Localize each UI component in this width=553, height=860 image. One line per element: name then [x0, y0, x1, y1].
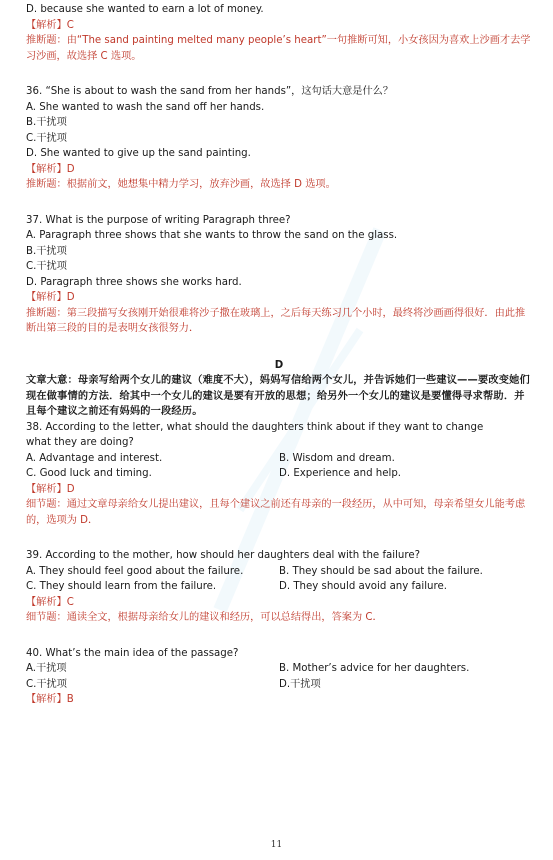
- options-row: [26, 677, 532, 693]
- analysis-label: 【解析】D: [26, 163, 75, 175]
- section-title: D: [274, 359, 284, 371]
- explanation: 推断题：第三段描写女孩刚开始很难将沙子撒在玻璃上，之后每天练习几个小时，最终将沙画画得很好．由此推断出第三段的目的是表明女孩很努力．: [26, 307, 526, 334]
- option-b: B. They should be sad about the failure.: [279, 565, 483, 577]
- option-b: B. Wisdom and dream.: [279, 452, 395, 464]
- analysis-label: 【解析】D: [26, 483, 75, 495]
- question-36: [26, 84, 532, 193]
- option-c: C.干扰项: [26, 132, 67, 144]
- option-d: D.干扰项: [279, 678, 321, 690]
- section-d: [26, 358, 532, 420]
- explanation: 推断题：根据前文，她想集中精力学习，放弃沙画，故选择 D 选项。: [26, 179, 336, 190]
- option-d: D. She wanted to give up the sand painting.: [26, 148, 251, 159]
- explanation: 推断题：由“The sand painting melted many people’s heart”一句推断可知，小女孩因为喜欢上沙画才去学习沙画，故选择 C 选项。: [26, 35, 531, 62]
- options-row: [26, 451, 532, 467]
- option-c: C. They should learn from the failure.: [26, 581, 217, 592]
- option-d: D. They should avoid any failure.: [279, 581, 447, 592]
- question-text: 40. What’s the main idea of the passage?: [26, 647, 239, 659]
- option-b: B.干扰项: [26, 117, 67, 128]
- question-40: [26, 646, 532, 708]
- analysis-label: 【解析】C: [26, 19, 74, 31]
- options-row: [26, 564, 532, 580]
- option-d: D. Experience and help.: [279, 468, 402, 479]
- question-38: [26, 420, 532, 529]
- option-a: A.干扰项: [26, 663, 67, 674]
- option-b: B. Mother’s advice for her daughters.: [279, 663, 470, 674]
- analysis-label: 【解析】C: [26, 596, 74, 608]
- page-number: 11: [270, 840, 283, 850]
- question-text-line2: what they are doing?: [26, 437, 134, 448]
- question-39: [26, 548, 532, 626]
- explanation: 细节题：通读全文，根据母亲给女儿的建议和经历，可以总结得出，答案为 C．: [26, 612, 383, 623]
- question-text-line1: 38. According to the letter, what should the daughters think about if they want to change: [26, 421, 484, 433]
- options-row: [26, 579, 532, 595]
- option-a: A. Paragraph three shows that she wants to throw the sand on the glass.: [26, 230, 398, 241]
- options-row: [26, 661, 532, 677]
- q35-tail: [26, 0, 532, 64]
- question-37: [26, 213, 532, 337]
- option-c: C. Good luck and timing.: [26, 468, 152, 479]
- option-c: C.干扰项: [26, 261, 67, 272]
- analysis-label: 【解析】B: [26, 694, 74, 705]
- question-text: 36. “She is about to wash the sand from her hands”，这句话大意是什么？: [26, 86, 394, 97]
- option-a: A. She wanted to wash the sand off her hands.: [26, 101, 265, 113]
- options-row: [26, 466, 532, 482]
- option-d: D. because she wanted to earn a lot of money.: [26, 4, 264, 15]
- explanation: 细节题：通过文章母亲给女儿提出建议，且每个建议之前还有母亲的一段经历，从中可知，母亲希望女儿能考虑的，选项为 D．: [26, 499, 526, 526]
- question-text: 39. According to the mother, how should her daughters deal with the failure?: [26, 550, 421, 561]
- option-b: B.干扰项: [26, 245, 67, 257]
- document-page: [26, 0, 532, 708]
- passage-summary: 文章大意：母亲写给两个女儿的建议（难度不大），妈妈写信给两个女儿，并告诉她们一些建议——要改变她们现在做事情的方法．给其中一个女儿的建议是要有开放的思想；给另外一个女儿的建议是要懂得寻求帮助．并且每个建议之前还有妈妈的一段经历。: [26, 375, 530, 417]
- option-a: A. They should feel good about the failure.: [26, 565, 244, 577]
- analysis-label: 【解析】D: [26, 292, 75, 303]
- option-a: A. Advantage and interest.: [26, 452, 163, 464]
- question-text: 37. What is the purpose of writing Paragraph three?: [26, 214, 291, 226]
- option-d: D. Paragraph three shows she works hard.: [26, 276, 242, 288]
- option-c: C.干扰项: [26, 678, 67, 690]
